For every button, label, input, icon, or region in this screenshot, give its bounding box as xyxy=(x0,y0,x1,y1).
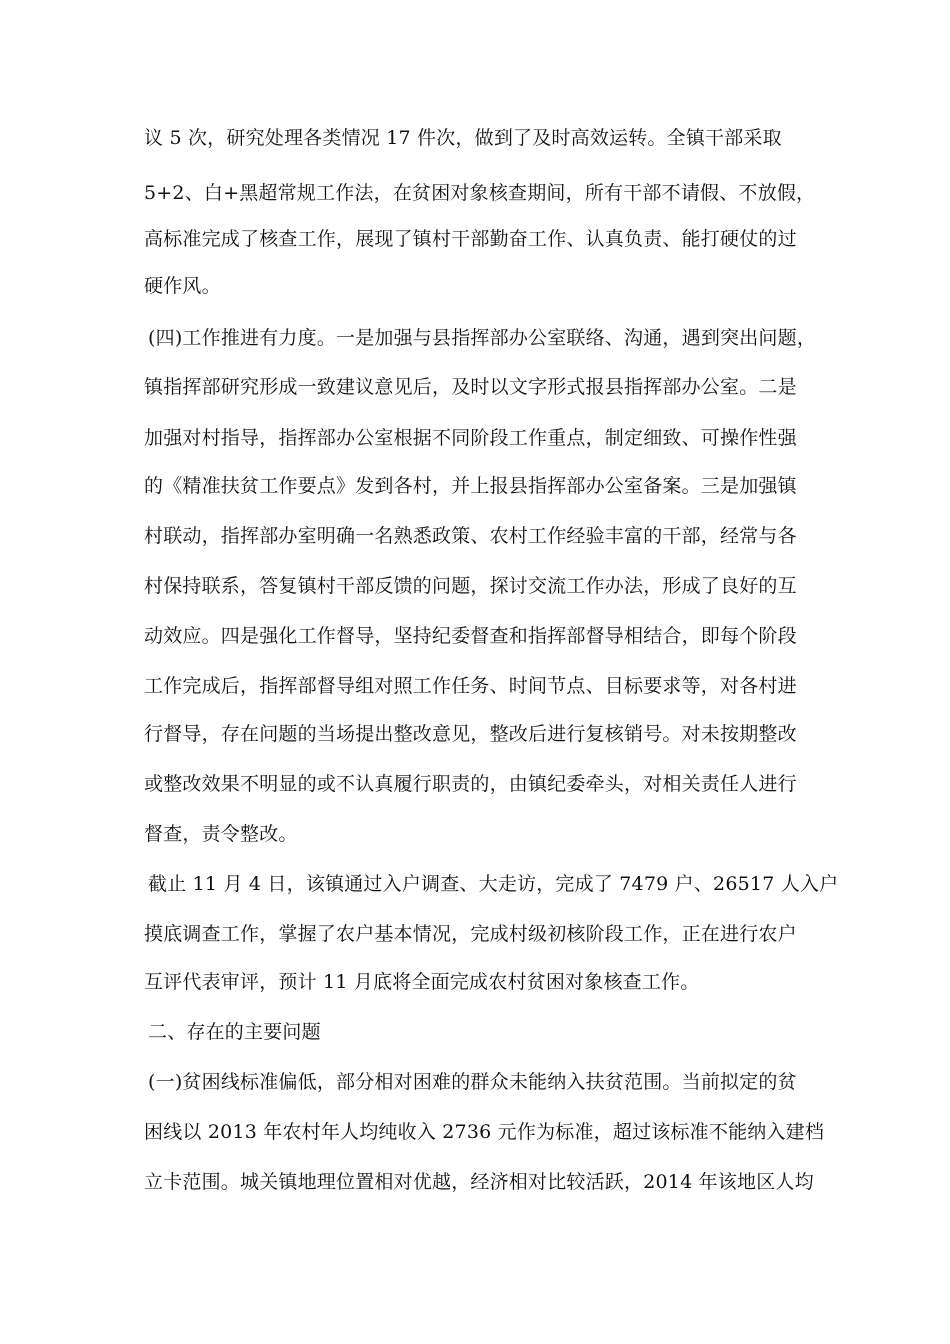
text-line: 立卡范围。城关镇地理位置相对优越，经济相对比较活跃，2014 年该地区人均 xyxy=(144,1171,814,1193)
text-line: 动效应。四是强化工作督导，坚持纪委督查和指挥部督导相结合，即每个阶段 xyxy=(144,625,797,647)
text-line: 行督导，存在问题的当场提出整改意见，整改后进行复核销号。对未按期整改 xyxy=(144,723,797,745)
text-line: 高标准完成了核查工作，展现了镇村干部勤奋工作、认真负责、能打硬仗的过 xyxy=(144,228,797,250)
text-line: 议 5 次，研究处理各类情况 17 件次，做到了及时高效运转。全镇干部采取 xyxy=(144,127,782,149)
text-line: 督查，责令整改。 xyxy=(144,823,298,845)
section-heading: 二、存在的主要问题 xyxy=(148,1021,321,1043)
text-line: 硬作风。 xyxy=(144,275,221,297)
text-line: 摸底调查工作，掌握了农户基本情况，完成村级初核阶段工作，正在进行农户 xyxy=(144,923,797,945)
text-line: (四)工作推进有力度。一是加强与县指挥部办公室联络、沟通，遇到突出问题， xyxy=(148,327,817,349)
text-line: 镇指挥部研究形成一致建议意见后，及时以文字形式报县指挥部办公室。二是 xyxy=(144,376,797,398)
text-line: 加强对村指导，指挥部办公室根据不同阶段工作重点，制定细致、可操作性强 xyxy=(144,427,797,449)
text-line: 村联动，指挥部办室明确一名熟悉政策、农村工作经验丰富的干部，经常与各 xyxy=(144,525,797,547)
text-line: 困线以 2013 年农村年人均纯收入 2736 元作为标准，超过该标准不能纳入建档 xyxy=(144,1121,825,1143)
text-line: 村保持联系，答复镇村干部反馈的问题，探讨交流工作办法，形成了良好的互 xyxy=(144,575,797,597)
text-line: 工作完成后，指挥部督导组对照工作任务、时间节点、目标要求等，对各村进 xyxy=(144,675,797,697)
text-line: (一)贫困线标准偏低，部分相对困难的群众未能纳入扶贫范围。当前拟定的贫 xyxy=(148,1071,797,1093)
text-line: 或整改效果不明显的或不认真履行职责的，由镇纪委牵头，对相关责任人进行 xyxy=(144,773,797,795)
text-line: 截止 11 月 4 日，该镇通过入户调查、大走访，完成了 7479 户、26517 人入户 xyxy=(148,873,839,895)
text-line: 的《精准扶贫工作要点》发到各村，并上报县指挥部办公室备案。三是加强镇 xyxy=(144,475,797,497)
text-line: 互评代表审评，预计 11 月底将全面完成农村贫困对象核查工作。 xyxy=(144,971,700,993)
text-line: 5+2、白+黑超常规工作法，在贫困对象核查期间，所有干部不请假、不放假， xyxy=(144,182,816,204)
